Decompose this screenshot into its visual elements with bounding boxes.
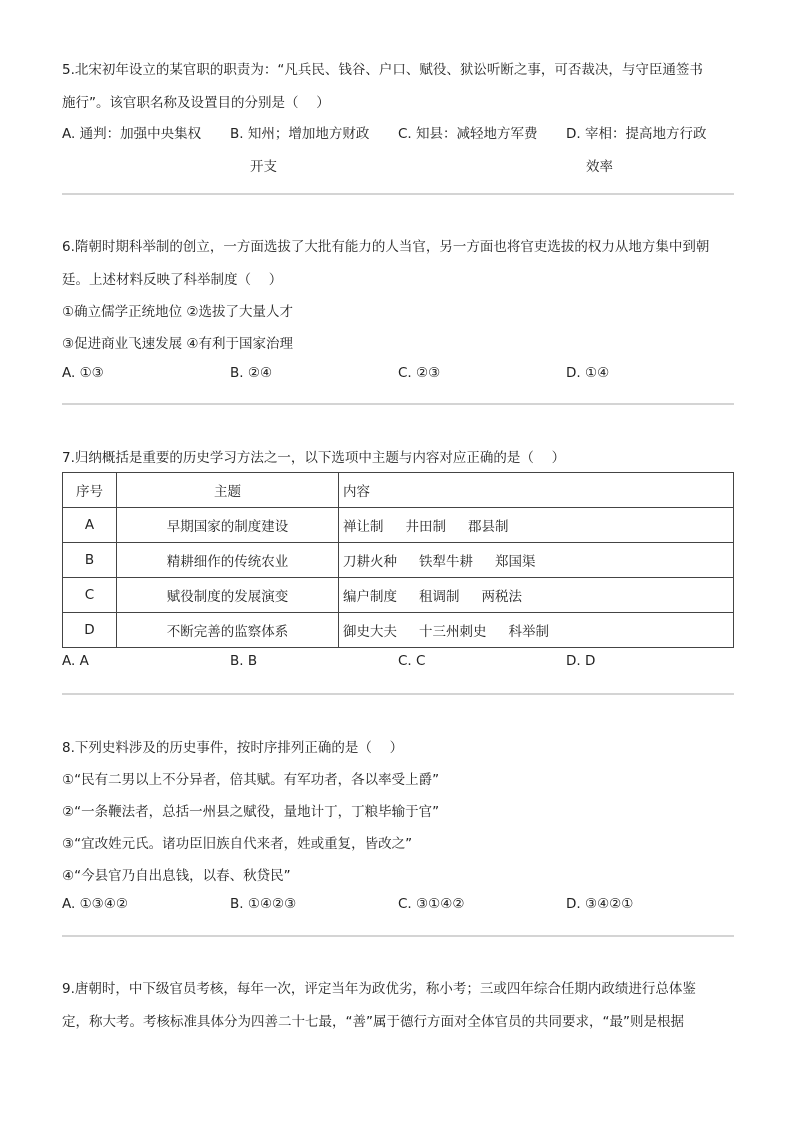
table-row	[63, 613, 734, 648]
table-cell-content	[339, 508, 734, 543]
q6-statement-line-1: ①确立儒学正统地位 ②选拔了大量人才	[62, 304, 293, 320]
table-row	[63, 508, 734, 543]
q6-option-c[interactable]: C. ②③	[398, 365, 441, 381]
q7-option-c[interactable]: C. C	[398, 653, 426, 669]
q5-stem-line-2: 施行”。该官职名称及设置目的分别是（ ）	[62, 95, 330, 111]
q6-stem-line-2: 廷。上述材料反映了科举制度（ ）	[62, 272, 283, 288]
table-header-cell: 序号	[63, 473, 117, 508]
separator	[62, 693, 734, 695]
table-cell-id: B	[63, 543, 117, 578]
content-item: 铁犁牛耕	[419, 554, 473, 570]
separator	[62, 193, 734, 195]
table-cell-theme: 精耕细作的传统农业	[117, 543, 339, 578]
content-item: 租调制	[419, 589, 460, 605]
content-item: 郡县制	[468, 519, 509, 535]
content-item: 禅让制	[343, 519, 384, 535]
content-item: 刀耕火种	[343, 554, 397, 570]
q6-option-d[interactable]: D. ①④	[566, 365, 610, 381]
content-item: 御史大夫	[343, 624, 397, 640]
table-cell-content	[339, 543, 734, 578]
q6-stem-line-1: 6.隋朝时期科举制的创立，一方面选拔了大批有能力的人当官，另一方面也将官吏选拔的权力从地方集中到朝	[62, 239, 710, 255]
content-item: 两税法	[481, 589, 522, 605]
table-header-cell: 主题	[117, 473, 339, 508]
q5-option-b[interactable]: B. 知州；增加地方财政	[230, 126, 370, 142]
q5-stem-line-1: 5.北宋初年设立的某官职的职责为：“凡兵民、钱谷、户口、赋役、狱讼听断之事，可否裁决，与守臣通签书	[62, 62, 703, 78]
table-row	[63, 543, 734, 578]
q7-stem-line-1: 7.归纳概括是重要的历史学习方法之一，以下选项中主题与内容对应正确的是（ ）	[62, 450, 566, 466]
q5-option-d-cont: 效率	[586, 159, 613, 175]
table-row	[63, 578, 734, 613]
table-header-row	[63, 473, 734, 508]
table-cell-theme: 不断完善的监察体系	[117, 613, 339, 648]
table-cell-theme: 赋役制度的发展演变	[117, 578, 339, 613]
content-item: 编户制度	[343, 589, 397, 605]
q8-option-d[interactable]: D. ③④②①	[566, 896, 634, 912]
content-item: 十三州刺史	[419, 624, 487, 640]
q5-option-a[interactable]: A. 通判：加强中央集权	[62, 126, 202, 142]
q7-option-a[interactable]: A. A	[62, 653, 89, 669]
q5-option-d[interactable]: D. 宰相：提高地方行政	[566, 126, 707, 142]
table-header-cell: 内容	[339, 473, 734, 508]
q8-source-4: ④“今县官乃自出息钱，以春、秋贷民”	[62, 868, 291, 884]
table-cell-id: A	[63, 508, 117, 543]
q7-option-d[interactable]: D. D	[566, 653, 596, 669]
q9-stem-line-2: 定，称大考。考核标准具体分为四善二十七最，“善”属于德行方面对全体官员的共同要求，“最”则是根据	[62, 1014, 684, 1030]
separator	[62, 935, 734, 937]
q5-option-b-cont: 开支	[250, 159, 277, 175]
q7-table	[62, 472, 734, 648]
table-cell-id: C	[63, 578, 117, 613]
q6-option-b[interactable]: B. ②④	[230, 365, 273, 381]
q8-source-2: ②“一条鞭法者，总括一州县之赋役，量地计丁，丁粮毕输于官”	[62, 804, 440, 820]
q8-option-b[interactable]: B. ①④②③	[230, 896, 297, 912]
q7-option-b[interactable]: B. B	[230, 653, 258, 669]
separator	[62, 403, 734, 405]
q5-option-c[interactable]: C. 知县：减轻地方军费	[398, 126, 538, 142]
q8-stem-line-1: 8.下列史料涉及的历史事件，按时序排列正确的是（ ）	[62, 740, 404, 756]
q9-stem-line-1: 9.唐朝时，中下级官员考核，每年一次，评定当年为政优劣，称小考；三或四年综合任期内政绩进行总体鉴	[62, 981, 696, 997]
q8-option-c[interactable]: C. ③①④②	[398, 896, 465, 912]
table-cell-id: D	[63, 613, 117, 648]
q6-statement-line-2: ③促进商业飞速发展 ④有利于国家治理	[62, 336, 293, 352]
content-item: 郑国渠	[495, 554, 536, 570]
table-cell-content	[339, 578, 734, 613]
q8-source-1: ①“民有二男以上不分异者，倍其赋。有军功者，各以率受上爵”	[62, 772, 440, 788]
table-cell-theme: 早期国家的制度建设	[117, 508, 339, 543]
q8-source-3: ③“宜改姓元氏。诸功臣旧族自代来者，姓或重复，皆改之”	[62, 836, 413, 852]
content-item: 科举制	[508, 624, 549, 640]
q6-option-a[interactable]: A. ①③	[62, 365, 104, 381]
content-item: 井田制	[405, 519, 446, 535]
q8-option-a[interactable]: A. ①③④②	[62, 896, 128, 912]
table-cell-content	[339, 613, 734, 648]
